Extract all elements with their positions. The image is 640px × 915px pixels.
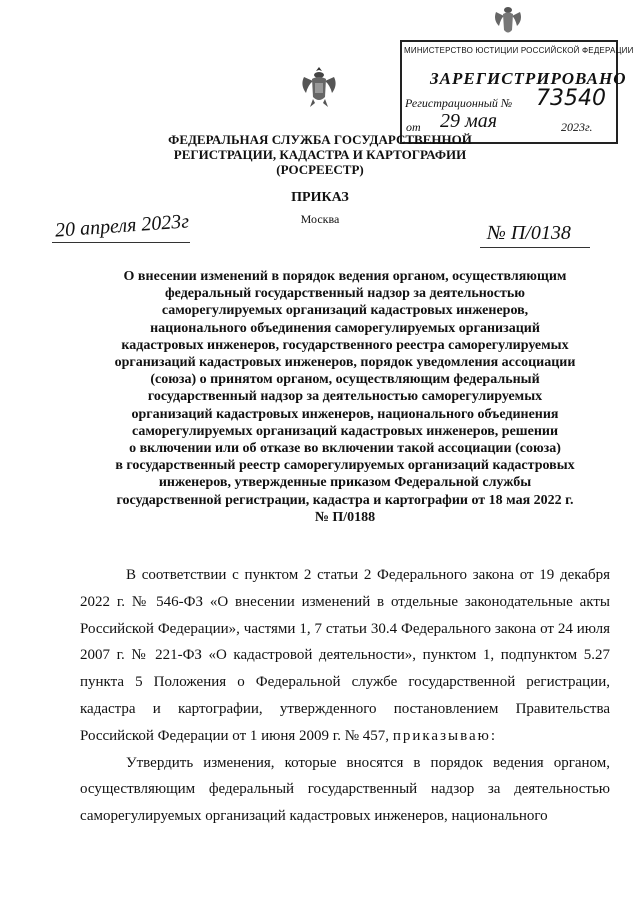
title-line: государственной регистрации, кадастра и картографии от 18 мая 2022 г. <box>116 492 574 508</box>
stamp-registered: ЗАРЕГИСТРИРОВАНО <box>430 69 627 88</box>
title-line: О внесении изменений в порядок ведения органом, осуществляющим <box>123 269 567 284</box>
stamp-ministry: МИНИСТЕРСТВО ЮСТИЦИИ РОССИЙСКОЙ ФЕДЕРАЦИИ <box>404 46 634 55</box>
stamp-from-label: от <box>406 120 421 134</box>
title-line: саморегулируемых организаций кадастровых инженеров, решении <box>131 423 559 439</box>
document-type: ПРИКАЗ <box>291 190 349 205</box>
title-line: о включении или об отказе во включении такой ассоциации (союза) <box>129 441 561 457</box>
paragraph-text: В соответствии с пунктом 2 статьи 2 Федерального закона от 19 декабря 2022 г. № 546-ФЗ «О внесении изменений в отдельные законодательные акты Российской Федерации», частями 1, 7 статьи 30.4 Федерального закона от 24 июля 2007 г. № 221-ФЗ «О кадастровой деятельности», пунктом 1, подпунктом 5.27 пункта 5 Положения о Федеральной службе государственной регистрации, кадастра и картографии, утвержденного постановлением Правительства Российской Федерации от 1 июня 2009 г. № 457, <box>80 567 610 744</box>
coat-of-arms-icon <box>298 63 340 111</box>
agency-line: (РОСРЕЕСТР) <box>276 162 364 177</box>
order-verb: приказываю: <box>392 727 498 744</box>
title-line: государственный надзор за деятельностью саморегулируемых <box>147 389 543 405</box>
body-paragraph <box>80 562 610 750</box>
title-line: саморегулируемых организаций кадастровых инженеров, <box>161 303 529 319</box>
title-line: № П/0188 <box>314 509 376 525</box>
title-line: национального объединения саморегулируемых организаций <box>150 320 540 336</box>
order-title <box>80 268 610 526</box>
number-underline <box>480 247 590 248</box>
order-body <box>80 562 610 830</box>
stamp-emblem-icon <box>493 2 523 40</box>
handwritten-date: 20 апреля 2023г <box>54 210 190 242</box>
title-line: в государственный реестр саморегулируемых организаций кадастровых <box>115 458 575 474</box>
handwritten-number: № П/0138 <box>487 222 571 244</box>
city: Москва <box>300 212 340 226</box>
title-line: организаций кадастровых инженеров, национального объединения <box>131 406 559 422</box>
agency-line: ФЕДЕРАЛЬНАЯ СЛУЖБА ГОСУДАРСТВЕННОЙ <box>168 132 472 147</box>
agency-line: РЕГИСТРАЦИИ, КАДАСТРА И КАРТОГРАФИИ <box>173 147 467 162</box>
title-line: (союза) о принятом органом, осуществляющим федеральный <box>150 372 540 388</box>
stamp-date: 29 мая <box>440 110 498 132</box>
date-underline <box>52 242 190 243</box>
title-line: кадастровых инженеров, государственного реестра саморегулируемых <box>121 337 569 353</box>
title-line: федеральный государственный надзор за деятельностью <box>164 286 525 302</box>
stamp-number: 73540 <box>536 86 606 111</box>
title-line: инженеров, утвержденные приказом Федеральной службы <box>158 475 532 491</box>
stamp-number-label: Регистрационный № <box>405 96 513 110</box>
agency-header <box>0 132 640 177</box>
title-line: организаций кадастровых инженеров, порядок уведомления ассоциации <box>114 355 576 371</box>
body-paragraph: Утвердить изменения, которые вносятся в порядок ведения органом, осуществляющим федеральный государственный надзор за деятельностью саморегулируемых организаций кадастровых инженеров, национального <box>80 754 610 825</box>
stamp-year: 2023г. <box>561 120 593 134</box>
